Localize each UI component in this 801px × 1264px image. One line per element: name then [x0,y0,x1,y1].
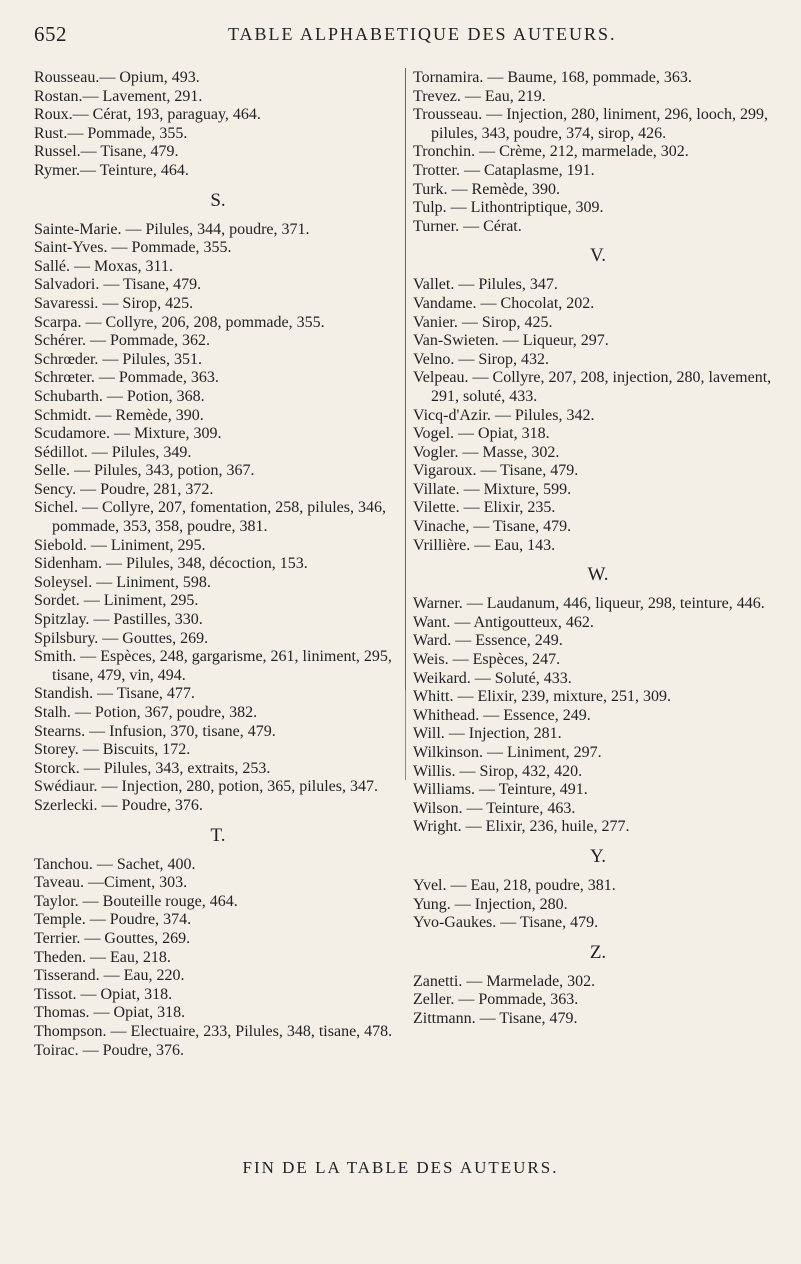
index-entry: Schrœter. — Pommade, 363. [34,369,219,387]
index-entry: Rust.— Pommade, 355. [34,124,188,142]
index-entry: Schrœder. — Pilules, 351. [34,350,202,368]
index-entry: Trevez. — Eau, 219. [413,87,546,105]
section-letter: Y. [589,845,607,867]
index-entry: Trousseau. — Injection, 280, liniment, 296, looch, 299, pilules, 343, poudre, 374, sirop, 426. [413,106,768,142]
section-letter: S. [210,189,226,211]
index-entry: Sallé. — Moxas, 311. [34,257,173,275]
index-entry: Schmidt. — Remède, 390. [34,406,204,424]
index-entry: Selle. — Pilules, 343, potion, 367. [34,462,255,480]
index-entry: Weis. — Espèces, 247. [413,651,561,669]
index-entry: Turk. — Remède, 390. [413,180,560,198]
index-entry: Sordet. — Liniment, 295. [34,592,199,610]
index-entry: Vandame. — Chocolat, 202. [413,294,595,312]
index-entry: Toirac. — Poudre, 376. [34,1041,184,1059]
index-entry: Weikard. — Soluté, 433. [413,669,572,687]
index-entry: Trotter. — Cataplasme, 191. [413,161,595,179]
column-divider [405,68,406,690]
index-entry: Vogler. — Masse, 302. [413,443,560,461]
index-entry: Wright. — Elixir, 236, huile, 277. [413,818,630,836]
index-entry: Stalh. — Potion, 367, poudre, 382. [34,704,258,721]
index-entry: Yvel. — Eau, 218, poudre, 381. [413,876,616,894]
index-entry: Sichel. — Collyre, 207, fomentation, 258, pilules, 346, pommade, 353, 358, poudre, 381. [34,499,386,536]
index-entry: Schérer. — Pommade, 362. [34,332,210,350]
index-entry: Tisserand. — Eau, 220. [34,967,185,985]
index-entry: Turner. — Cérat. [413,217,522,235]
index-entry: Schubarth. — Potion, 368. [34,387,205,405]
section-letter: V. [589,245,607,267]
index-entry: Smith. — Espèces, 248, gargarisme, 261, liniment, 295, tisane, 479, vin, 494. [34,648,392,684]
index-entry: Tulp. — Lithontriptique, 309. [413,199,604,217]
index-entry: Siebold. — Liniment, 295. [34,536,206,554]
index-entry: Vinache, — Tisane, 479. [413,518,572,536]
index-entry: Vogel. — Opiat, 318. [413,425,550,443]
index-entry: Vallet. — Pilules, 347. [413,276,558,294]
index-entry: Whitt. — Elixir, 239, mixture, 251, 309. [413,688,671,706]
index-entry: Yvo-Gaukes. — Tisane, 479. [413,914,599,932]
index-entry: Theden. — Eau, 218. [34,948,171,966]
index-entry: Storck. — Pilules, 343, extraits, 253. [34,759,271,777]
index-entry: Wilson. — Teinture, 463. [413,799,576,817]
index-entry: Standish. — Tisane, 477. [34,685,195,703]
index-entry: Saint-Yves. — Pommade, 355. [34,239,232,257]
section-letter: Z. [589,941,607,963]
index-entry: Savaressi. — Sirop, 425. [34,294,194,312]
index-entry: Sidenham. — Pilules, 348, décoction, 153. [34,555,308,573]
index-entry: Vilette. — Elixir, 235. [413,499,556,517]
index-entry: Sédillot. — Pilules, 349. [34,443,192,461]
index-entry: Szerlecki. — Poudre, 376. [34,796,203,814]
section-letter: T. [210,824,226,846]
index-entry: Rymer.— Teinture, 464. [34,161,189,179]
index-entry: Thompson. — Electuaire, 233, Pilules, 348, tisane, 478. [34,1022,393,1040]
index-entry: Soleysel. — Liniment, 598. [34,573,211,591]
index-entry: Tronchin. — Crème, 212, marmelade, 302. [413,143,689,161]
index-entry: Vrillière. — Eau, 143. [413,536,556,554]
index-entry: Yung. — Injection, 280. [413,895,568,913]
index-entry: Rostan.— Lavement, 291. [34,87,203,105]
index-entry: Willis. — Sirop, 432, 420. [413,762,583,780]
index-entry: Taylor. — Bouteille rouge, 464. [34,892,238,910]
index-entry: Whithead. — Essence, 249. [413,706,591,724]
index-entry: Terrier. — Gouttes, 269. [34,929,191,947]
index-entry: Sainte-Marie. — Pilules, 344, poudre, 371. [34,220,310,238]
page-header [0,20,801,50]
index-entry: Spilsbury. — Gouttes, 269. [34,629,209,647]
index-entry: Want. — Antigoutteux, 462. [413,613,594,631]
index-entry: Vigaroux. — Tisane, 479. [413,462,579,480]
section-letter: W. [587,564,609,586]
index-entry: Van-Swieten. — Liqueur, 297. [413,332,609,350]
index-entry: Tornamira. — Baume, 168, pommade, 363. [413,69,692,86]
index-entry: Taveau. —Ciment, 303. [34,874,188,892]
right-column [413,69,783,1029]
column-divider-lower [405,690,406,780]
index-entry: Sency. — Poudre, 281, 372. [34,480,214,498]
index-entry: Tanchou. — Sachet, 400. [34,855,196,873]
index-entry: Stearns. — Infusion, 370, tisane, 479. [34,722,276,740]
index-entry: Vicq-d'Azir. — Pilules, 342. [413,406,595,424]
index-entry: Velpeau. — Collyre, 207, 208, injection, 280, lavement, 291, soluté, 433. [413,369,772,405]
left-column [34,69,402,1060]
index-entry: Scarpa. — Collyre, 206, 208, pommade, 355. [34,313,325,331]
index-entry: Temple. — Poudre, 374. [34,911,192,929]
running-title: TABLE ALPHABETIQUE DES AUTEURS. [228,24,617,44]
index-entry: Tissot. — Opiat, 318. [34,985,173,1003]
index-entry: Zeller. — Pommade, 363. [413,991,579,1009]
index-entry: Vanier. — Sirop, 425. [413,313,553,331]
index-entry: Zanetti. — Marmelade, 302. [413,972,596,990]
index-entry: Wilkinson. — Liniment, 297. [413,744,602,761]
index-entry: Scudamore. — Mixture, 309. [34,425,222,443]
index-entry: Swédiaur. — Injection, 280, potion, 365, pilules, 347. [34,778,378,796]
index-entry: Rousseau.— Opium, 493. [34,69,200,86]
index-entry: Villate. — Mixture, 599. [413,480,572,498]
index-entry: Will. — Injection, 281. [413,725,562,743]
index-entry: Russel.— Tisane, 479. [34,143,179,161]
index-entry: Ward. — Essence, 249. [413,632,563,650]
index-entry: Storey. — Biscuits, 172. [34,741,191,759]
index-entry: Salvadori. — Tisane, 479. [34,276,202,294]
end-of-table-note: FIN DE LA TABLE DES AUTEURS. [242,1158,559,1177]
index-entry: Spitzlay. — Pastilles, 330. [34,611,203,629]
index-entry: Velno. — Sirop, 432. [413,350,549,368]
index-entry: Williams. — Teinture, 491. [413,781,588,799]
index-entry: Warner. — Laudanum, 446, liqueur, 298, teinture, 446. [413,595,765,613]
index-entry: Zittmann. — Tisane, 479. [413,1009,578,1027]
page-number: 652 [34,22,67,46]
index-entry: Roux.— Cérat, 193, paraguay, 464. [34,106,261,124]
index-entry: Thomas. — Opiat, 318. [34,1004,186,1022]
